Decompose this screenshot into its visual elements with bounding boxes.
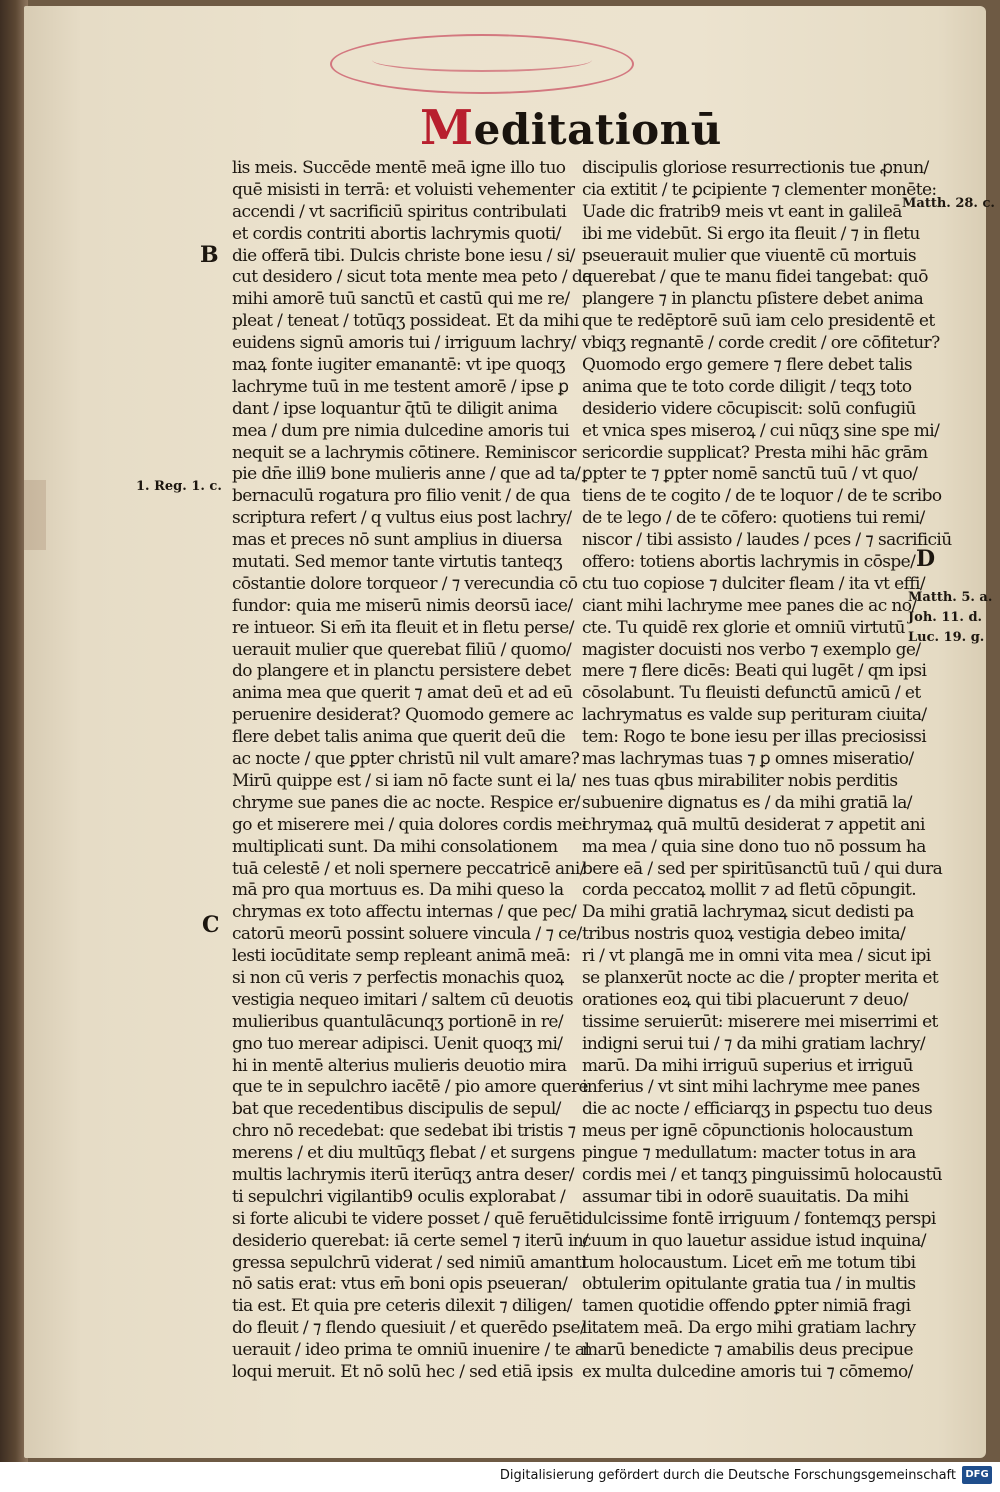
text-line: euidens signū amoris tui / irriguum lachry/: [232, 333, 576, 354]
text-line: chryme sue panes die ac nocte. Respice er/: [232, 792, 580, 813]
headline-red-initial: M: [420, 100, 474, 156]
text-line: hi in mentē alterius mulieris deuotio mira: [232, 1055, 567, 1076]
text-line: pingue ⁊ medullatum: macter totus in ara: [582, 1143, 916, 1164]
text-line: vbiqʒ regnantē / corde credit / ore cōfitetur?: [582, 333, 940, 354]
text-line: litatem meā. Da ergo mihi gratiam lachry: [582, 1318, 916, 1339]
text-line: quē misisti in terrā: et voluisti vehementer: [232, 179, 575, 200]
text-line: subuenire dignatus es / da mihi gratiā la/: [582, 792, 912, 813]
text-line: que te in sepulchro iacētē / pio amore quere: [232, 1077, 588, 1098]
text-line: chrymaꝝ quā multū desiderat ⁊ appetit ani: [582, 814, 925, 835]
text-line: cōsolabunt. Tu fleuisti defunctū amicū / et: [582, 683, 921, 704]
text-line: merens / et diu multūqʒ flebat / et surgens: [232, 1143, 575, 1164]
text-line: pseuerauit mulier que viuentē cū mortuis: [582, 245, 916, 266]
text-line: ibi me videbūt. Si ergo ita fleuit / ⁊ in fletu: [582, 223, 920, 244]
text-line: marū benedicte ⁊ amabilis deus precipue: [582, 1340, 913, 1361]
text-line: multiplicati sunt. Da mihi consolationem: [232, 836, 558, 857]
text-line: Uade dic fratrib9 meis vt eant in galileā: [582, 201, 902, 222]
text-line: se planxerūt nocte ac die / propter merita et: [582, 967, 939, 988]
text-line: discipulis gloriose resurrectionis tue ꝓnun/: [582, 158, 929, 178]
text-line: tum holocaustum. Licet em̄ me totum tibi: [582, 1252, 916, 1273]
text-line: querebat / que te manu fidei tangebat: quō: [582, 267, 928, 288]
text-line: si non cū veris ⁊ perfectis monachis quoꝝ: [232, 967, 564, 988]
text-line: nes tuas qbus mirabiliter nobis perditis: [582, 770, 898, 791]
text-line: mas lachrymas tuas ⁊ ꝑ omnes miseratio/: [582, 749, 914, 770]
text-line: catorū meorū possint soluere vincula / ⁊ ce/: [232, 924, 582, 945]
text-line: bat que recedentibus discipulis de sepul/: [232, 1099, 561, 1120]
text-line: dant / ipse loquantur q̄tū te diligit anima: [232, 398, 558, 419]
text-line: si forte alicubi te videre posset / quē feruēti: [232, 1208, 583, 1229]
text-line: inferius / vt sint mihi lachryme mee panes: [582, 1077, 920, 1098]
text-line: uerauit / ideo prima te omniū inuenire / te al: [232, 1340, 590, 1361]
text-line: marū. Da mihi irriguū superius et irriguū: [582, 1055, 913, 1076]
text-line: lachrymatus es valde sup perituram ciuita/: [582, 705, 927, 726]
text-line: maꝝ fonte iugiter emanantē: vt ipe quoqʒ: [232, 355, 565, 376]
text-line: lis meis. Succēde mentē meā igne illo tuo: [232, 158, 566, 178]
text-line: mea / dum pre nimia dulcedine amoris tui: [232, 420, 570, 441]
text-line: assumar tibi in odorē suauitatis. Da mihi: [582, 1186, 909, 1207]
dfg-logo-icon: DFG: [962, 1466, 992, 1484]
text-line: lesti iocūditate semp repleant animā meā:: [232, 946, 571, 967]
text-line: chrymas ex toto affectu internas / que pec/: [232, 902, 577, 923]
text-line: pleat / teneat / totūqʒ possideat. Et da mihi: [232, 311, 579, 332]
text-line: anima mea que querit ⁊ amat deū et ad eū: [232, 683, 573, 704]
text-line: orationes eoꝝ qui tibi placuerunt ⁊ deuo/: [582, 989, 908, 1010]
text-line: Mirū quippe est / si iam nō facte sunt ei la/: [232, 770, 576, 791]
text-line: mihi amorē tuū sanctū et castū qui me re/: [232, 289, 570, 310]
text-line: multis lachrymis iterū iterūqʒ antra deser/: [232, 1164, 574, 1185]
text-line: dulcissime fontē irriguum / fontemqʒ perspi: [582, 1208, 936, 1229]
text-line: ti sepulchri vigilantib9 oculis explorabat /: [232, 1186, 566, 1207]
margin-reference-luc19: Luc. 19. g.: [908, 630, 985, 645]
text-line: gno tuo merear adipisci. Uenit quoqʒ mi/: [232, 1033, 563, 1054]
text-line: desiderio videre cōcupiscit: solū confugiū: [582, 398, 916, 419]
margin-section-letter-c: C: [202, 912, 220, 938]
text-line: mā pro qua mortuus es. Da mihi queso la: [232, 880, 564, 901]
text-line: anima que te toto corde diligit / teqʒ toto: [582, 376, 912, 397]
text-line: tia est. Et quia pre ceteris dilexit ⁊ diligen/: [232, 1296, 572, 1317]
text-line: bernaculū rogatura pro filio venit / de qua: [232, 486, 571, 507]
text-line: Quomodo ergo gemere ⁊ flere debet talis: [582, 355, 912, 376]
text-line: cut desidero / sicut tota mente mea peto / da: [232, 267, 592, 288]
text-line: offero: totiens abortis lachrymis in cōspe/: [582, 552, 916, 573]
margin-reference-reg: 1. Reg. 1. c.: [136, 479, 222, 494]
text-line: mere ⁊ flere dicēs: Beati qui lugēt / qm ipsi: [582, 661, 927, 682]
text-line: meus per ignē cōpunctionis holocaustum: [582, 1121, 913, 1142]
text-line: cia extitit / te ꝑcipiente ⁊ clementer monēte:: [582, 179, 937, 200]
margin-reference-matth5: Matth. 5. a.: [908, 590, 993, 605]
text-line: corda peccatoꝝ mollit ⁊ ad fletū cōpungit.: [582, 880, 917, 901]
text-line: fundor: quia me miserū nimis deorsū iace/: [232, 595, 573, 616]
text-line: sericordie supplicat? Presta mihi hāc grām: [582, 442, 928, 463]
text-line: tissime seruierūt: miserere mei miserrimi et: [582, 1011, 938, 1032]
text-line: vestigia nequeo imitari / saltem cū deuotis: [232, 989, 574, 1010]
text-line: loqui meruit. Et nō solū hec / sed etiā ipsis: [232, 1361, 573, 1382]
text-line: do plangere et in planctu persistere debet: [232, 661, 571, 682]
text-line: plangere ⁊ in planctu pſistere debet anima: [582, 289, 924, 310]
text-line: tamen quotidie offendo ꝑpter nimiā fragi: [582, 1296, 911, 1317]
text-line: que te redēptorē suū iam celo presidentē et: [582, 311, 935, 332]
red-ink-ornament-inner: [372, 48, 592, 72]
text-line: re intueor. Si em̄ ita fleuit et in fletu perse/: [232, 617, 574, 638]
text-line: nequit se a lachrymis cōtinere. Reminiscor: [232, 442, 576, 463]
text-line: tem: Rogo te bone iesu per illas preciosissi: [582, 727, 927, 748]
text-line: desiderio querebat: iā certe semel ⁊ iterū in/: [232, 1230, 589, 1251]
text-line: ri / vt plangā me in omni vita mea / sicut ipi: [582, 946, 931, 967]
text-line: et cordis contriti abortis lachrymis quoti/: [232, 223, 561, 244]
text-line: bere eā / sed per spiritūsanctū tuū / qui dura: [582, 858, 943, 879]
text-line: mas et preces nō sunt amplius in diuersa: [232, 530, 563, 551]
text-line: flere debet talis anima que querit deū die: [232, 727, 566, 748]
text-line: cōstantie dolore torqueor / ⁊ verecundia cō: [232, 573, 578, 594]
text-line: gressa sepulchrū viderat / sed nimiū amanti: [232, 1252, 586, 1273]
text-line: cte. Tu quidē rex glorie et omniū virtutū: [582, 617, 905, 638]
text-line: mutati. Sed memor tante virtutis tanteqʒ: [232, 552, 563, 573]
page-headline: [420, 100, 722, 156]
text-line: ꝑpter te ⁊ ꝑpter nomē sanctū tuū / vt quo/: [582, 464, 918, 485]
text-line: ma mea / quia sine dono tuo nō possum ha: [582, 836, 926, 857]
text-line: tuā celestē / et noli spernere peccatricē ani/: [232, 858, 585, 879]
text-line: ex multa dulcedine amoris tui ⁊ cōmemo/: [582, 1361, 913, 1382]
text-line: lachryme tuū in me testent amorē / ipse ꝑ: [232, 376, 569, 397]
margin-reference-joh11: Joh. 11. d.: [908, 610, 983, 625]
text-line: ciant mihi lachryme mee panes die ac no/: [582, 595, 917, 616]
margin-section-letter-d: D: [916, 546, 936, 572]
text-line: pie dn̄e illi9 bone mulieris anne / que ad ta/: [232, 464, 581, 485]
digitization-credit: Digitalisierung gefördert durch die Deutsche Forschungsgemeinschaft: [499, 1468, 956, 1483]
text-line: magister docuisti nos verbo ⁊ exemplo ge/: [582, 639, 921, 660]
text-line: cuum in quo lauetur assidue istud inquina/: [582, 1230, 926, 1251]
text-line: uerauit mulier que querebat filiū / quomo/: [232, 639, 572, 660]
text-line: mulieribus quantulācunqʒ portionē in re/: [232, 1011, 563, 1032]
text-line: niscor / tibi assisto / laudes / pces / ⁊ sacrificiū: [582, 530, 952, 551]
text-line: et vnica spes miseroꝝ / cui nūqʒ sine spe mi/: [582, 420, 940, 441]
text-line: nō satis erat: vtus em̄ boni opis pseueran/: [232, 1274, 568, 1295]
text-line: obtulerim opitulante gratia tua / in multis: [582, 1274, 916, 1295]
text-line: scriptura refert / q vultus eius post lachry/: [232, 508, 572, 529]
text-line: Da mihi gratiā lachrymaꝝ sicut dedisti pa: [582, 902, 914, 923]
text-line: tribus nostris quoꝝ vestigia debeo imita/: [582, 924, 906, 945]
text-line: indigni serui tui / ⁊ da mihi gratiam lachry/: [582, 1033, 926, 1054]
text-column-left: [232, 158, 592, 1384]
text-line: accendi / vt sacrificiū spiritus contribulati: [232, 201, 567, 222]
text-line: peruenire desiderat? Quomodo gemere ac: [232, 705, 574, 726]
text-line: ctu tuo copiose ⁊ dulciter fleam / ita vt effi/: [582, 573, 925, 594]
text-line: do fleuit / ⁊ flendo quesiuit / et querēdo pse/: [232, 1318, 586, 1339]
text-line: die ac nocte / efficiarqʒ in ꝑspectu tuo deus: [582, 1099, 933, 1120]
text-line: die offerā tibi. Dulcis christe bone iesu / si/: [232, 245, 575, 266]
headline-text: editationū: [473, 105, 722, 154]
margin-reference-matth28: Matth. 28. c.: [902, 196, 995, 211]
text-line: chro nō recedebat: que sedebat ibi tristis ⁊: [232, 1121, 576, 1142]
text-line: ac nocte / que ꝑpter christū nil vult amare?: [232, 749, 580, 770]
margin-section-letter-b: B: [200, 242, 219, 268]
text-line: de te lego / de te cōfero: quotiens tui remi/: [582, 508, 925, 529]
text-line: go et miserere mei / quia dolores cordis mei: [232, 814, 587, 835]
text-line: cordis mei / et tanqʒ pinguissimū holocaustū: [582, 1164, 943, 1185]
text-line: tiens de te cogito / de te loquor / de te scribo: [582, 486, 942, 507]
page-clasp-mark: [24, 480, 46, 550]
